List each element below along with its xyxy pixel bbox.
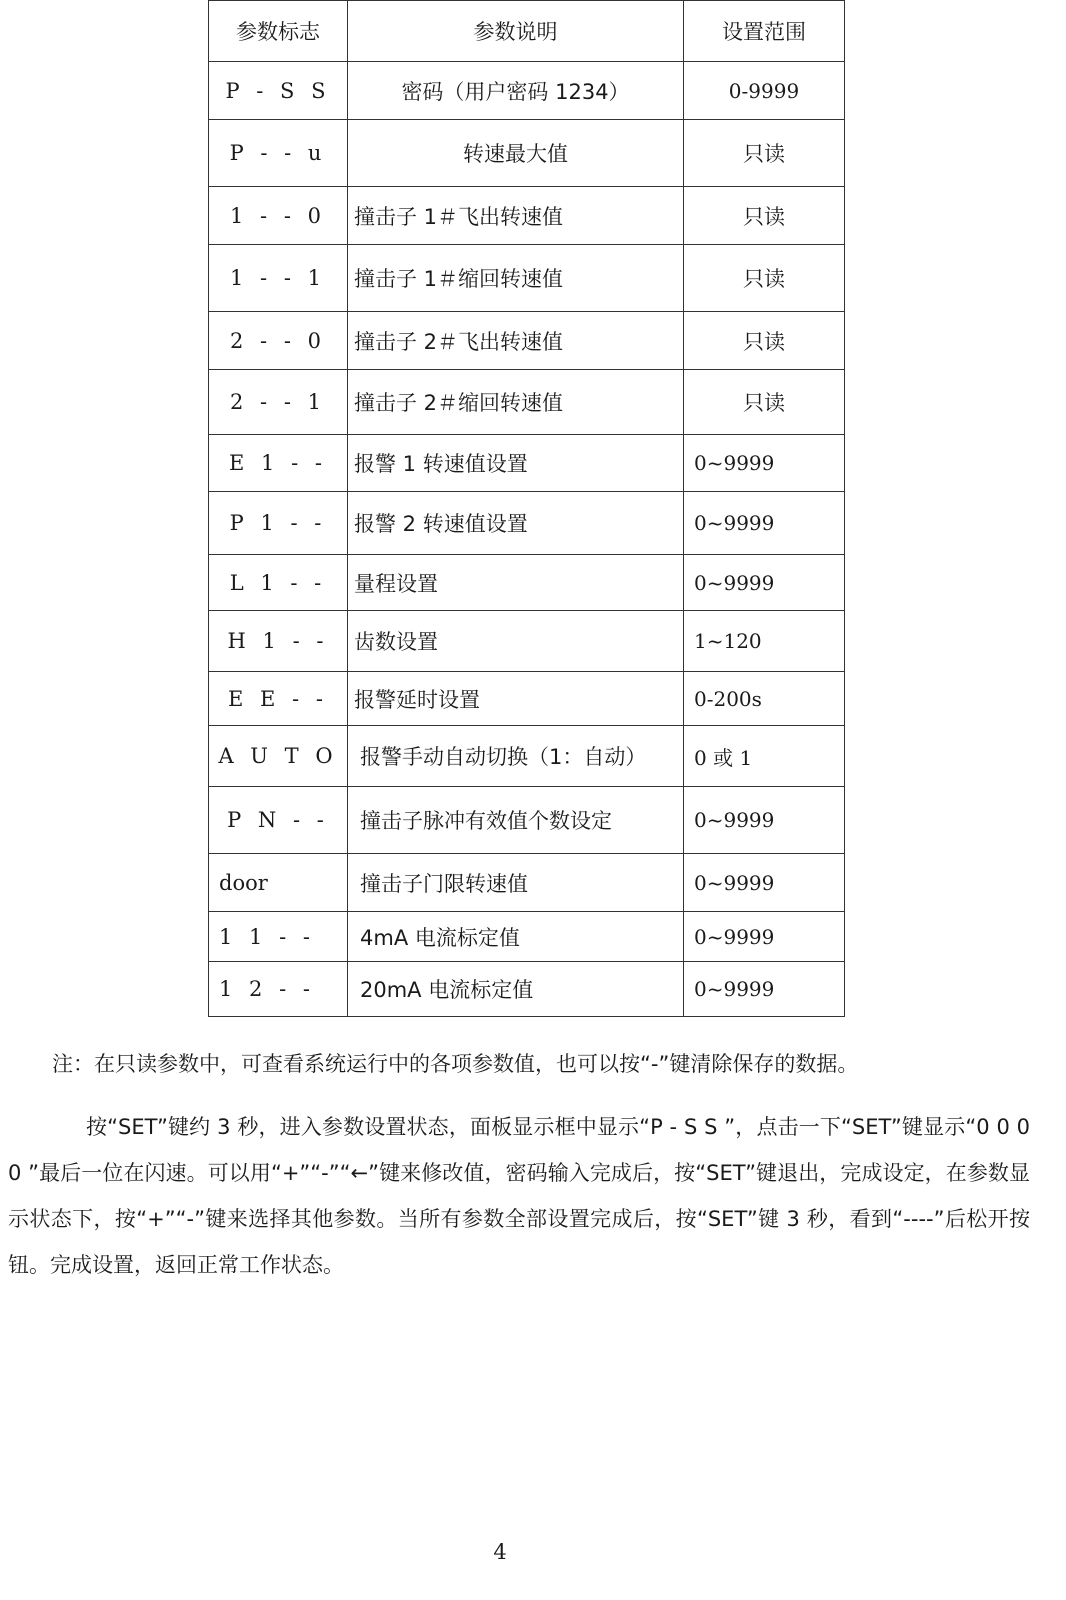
table-row — [209, 672, 845, 726]
table-row — [209, 62, 845, 120]
param-range: 0 或 1 — [684, 726, 845, 787]
param-code: 2 - - 0 — [209, 312, 348, 370]
param-desc: 4mA 电流标定值 — [348, 912, 684, 962]
table-row — [209, 854, 845, 912]
param-code: A U T O — [209, 726, 348, 787]
param-range: 0~9999 — [684, 912, 845, 962]
param-desc: 量程设置 — [348, 555, 684, 611]
param-code: L 1 - - — [209, 555, 348, 611]
param-range: 0~9999 — [684, 492, 845, 555]
param-desc: 密码（用户密码 1234） — [348, 62, 684, 120]
table-row — [209, 912, 845, 962]
table-row — [209, 187, 845, 245]
param-desc: 撞击子 2＃飞出转速值 — [348, 312, 684, 370]
param-desc: 20mA 电流标定值 — [348, 962, 684, 1017]
param-code: P 1 - - — [209, 492, 348, 555]
param-code: 2 - - 1 — [209, 370, 348, 435]
table-row — [209, 962, 845, 1017]
param-range: 0~9999 — [684, 854, 845, 912]
note-text: 注：在只读参数中，可查看系统运行中的各项参数值，也可以按“-”键清除保存的数据。 — [52, 1052, 859, 1076]
param-desc: 报警延时设置 — [348, 672, 684, 726]
page-number: 4 — [493, 1540, 507, 1564]
param-range: 0-9999 — [684, 62, 845, 120]
table-row — [209, 245, 845, 312]
header-range: 设置范围 — [684, 1, 845, 62]
param-range: 0~9999 — [684, 962, 845, 1017]
param-code: E E - - — [209, 672, 348, 726]
param-desc: 撞击子门限转速值 — [348, 854, 684, 912]
param-desc: 撞击子 1＃缩回转速值 — [348, 245, 684, 312]
param-code: 1 1 - - — [209, 912, 348, 962]
table-row — [209, 435, 845, 492]
param-range: 只读 — [684, 370, 845, 435]
param-code: 1 2 - - — [209, 962, 348, 1017]
table-row — [209, 787, 845, 854]
param-code: H 1 - - — [209, 611, 348, 672]
param-range: 0~9999 — [684, 555, 845, 611]
param-range: 1~120 — [684, 611, 845, 672]
param-range: 只读 — [684, 245, 845, 312]
param-range: 只读 — [684, 312, 845, 370]
table-row — [209, 492, 845, 555]
param-desc: 报警手动自动切换（1：自动） — [348, 726, 684, 787]
param-code: P - - u — [209, 120, 348, 187]
param-code: door — [209, 854, 348, 912]
header-desc: 参数说明 — [348, 1, 684, 62]
param-desc: 撞击子脉冲有效值个数设定 — [348, 787, 684, 854]
param-range: 0~9999 — [684, 435, 845, 492]
table-row — [209, 611, 845, 672]
param-range: 0-200s — [684, 672, 845, 726]
param-code: E 1 - - — [209, 435, 348, 492]
param-code: P - S S — [209, 62, 348, 120]
table-row — [209, 120, 845, 187]
param-code: 1 - - 0 — [209, 187, 348, 245]
param-range: 0~9999 — [684, 787, 845, 854]
param-range: 只读 — [684, 120, 845, 187]
param-desc: 报警 2 转速值设置 — [348, 492, 684, 555]
table-row — [209, 555, 845, 611]
param-desc: 转速最大值 — [348, 120, 684, 187]
instruction-paragraph: 按“SET”键约 3 秒，进入参数设置状态，面板显示框中显示“P - S S ”，点击一下“SET”键显示“0 0 0 0 ”最后一位在闪速。可以用“+”“-”“←”键来修改值，密码输入完成后，按“SET”键退出，完成设定，在参数显示状态下，按“+”“-”键来选择其他参数。当所有参数全部设置完成后，按“SET”键 3 秒，看到“----”后松开按钮。完成设置，返回正常工作状态。 — [8, 1115, 1030, 1277]
parameter-table — [208, 0, 845, 1017]
table-row — [209, 370, 845, 435]
param-range: 只读 — [684, 187, 845, 245]
param-code: P N - - — [209, 787, 348, 854]
param-desc: 报警 1 转速值设置 — [348, 435, 684, 492]
param-desc: 撞击子 1＃飞出转速值 — [348, 187, 684, 245]
table-header-row — [209, 1, 845, 62]
param-desc: 撞击子 2＃缩回转速值 — [348, 370, 684, 435]
param-code: 1 - - 1 — [209, 245, 348, 312]
table-row — [209, 726, 845, 787]
param-desc: 齿数设置 — [348, 611, 684, 672]
header-code: 参数标志 — [209, 1, 348, 62]
table-row — [209, 312, 845, 370]
